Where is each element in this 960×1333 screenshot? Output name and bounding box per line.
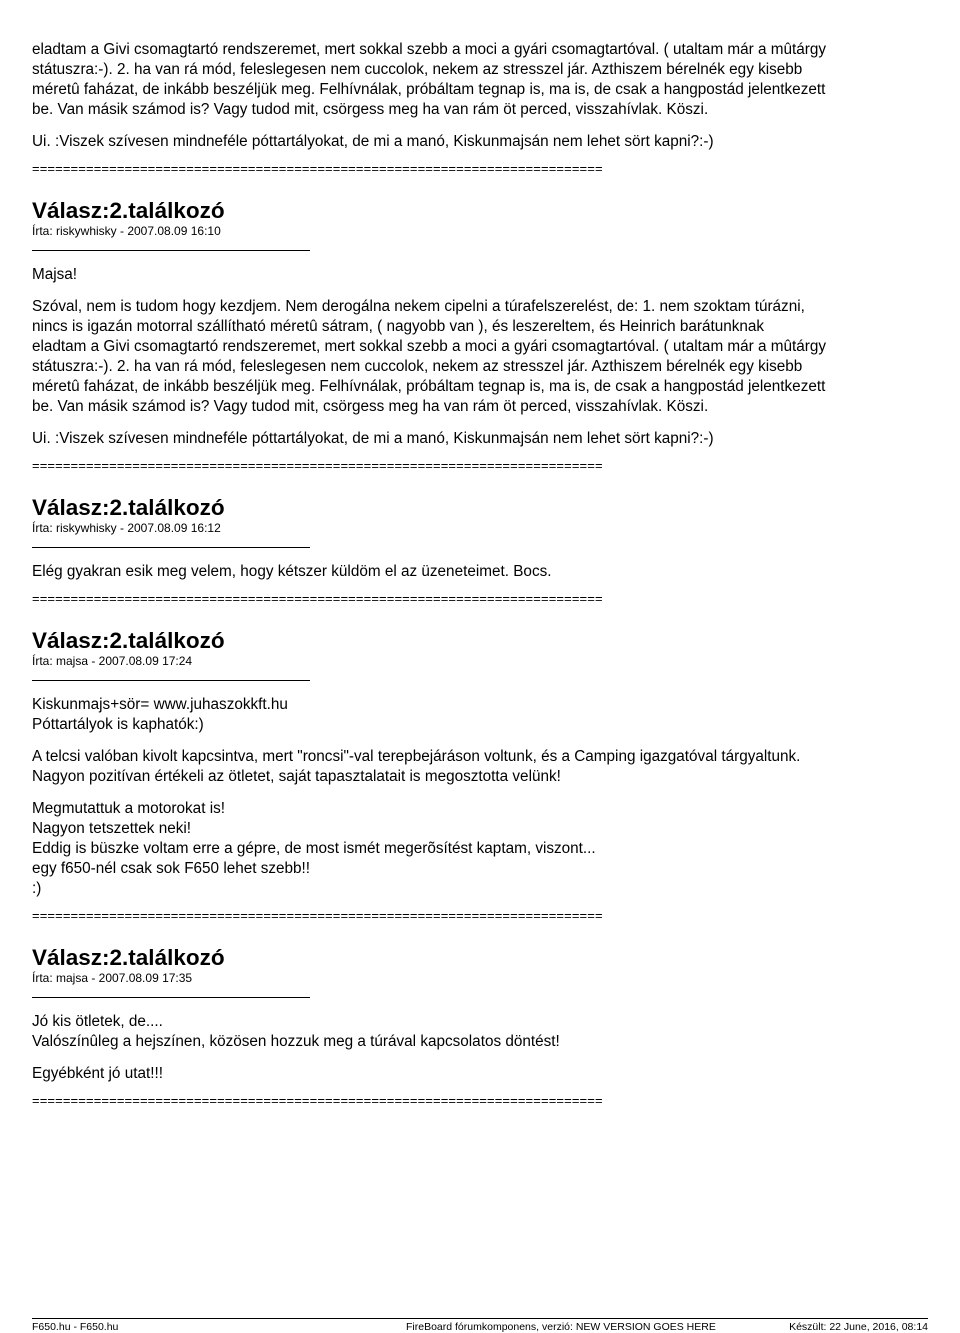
forum-post (32, 945, 932, 1108)
forum-thread-page (32, 40, 932, 1108)
post-title: Válasz:2.találkozó (32, 495, 225, 520)
post-author-date: Írta: majsa - 2007.08.09 17:35 (32, 971, 193, 985)
body-line: Eddig is büszke voltam erre a gépre, de most ismét megerõsítést kaptam, viszont... (32, 840, 596, 857)
body-line: státuszra:-). 2. ha van rá mód, feleslegesen nem cuccolok, nekem az stresszel jár. Azthiszem bérelnék egy kisebb (32, 358, 803, 375)
forum-post (32, 198, 932, 473)
post-title: Válasz:2.találkozó (32, 628, 225, 653)
body-line: Nagyon tetszettek neki! (32, 820, 192, 837)
forum-post (32, 628, 932, 923)
post-title: Válasz:2.találkozó (32, 198, 225, 223)
body-line: eladtam a Givi csomagtartó rendszeremet, mert sokkal szebb a moci a gyári csomagtartóval. ( utaltam már a mûtárgy (32, 41, 827, 58)
body-line: :) (32, 880, 42, 897)
body-line: Póttartályok is kaphatók:) (32, 716, 204, 733)
post-author-date: Írta: riskywhisky - 2007.08.09 16:12 (32, 521, 221, 535)
body-line: státuszra:-). 2. ha van rá mód, feleslegesen nem cuccolok, nekem az stresszel jár. Azthiszem bérelnék egy kisebb (32, 61, 803, 78)
body-line: be. Van másik számod is? Vagy tudod mit, csörgess meg ha van rám öt perced, visszahívlak. Köszi. (32, 101, 709, 118)
post-separator: ========================================================================== (32, 1093, 603, 1108)
body-line: Szóval, nem is tudom hogy kezdjem. Nem derogálna nekem cipelni a túrafelszerelést, de: 1. nem szoktam túrázni, (32, 298, 805, 315)
body-line: Jó kis ötletek, de.... (32, 1013, 163, 1030)
body-line: Nagyon pozitívan értékeli az ötletet, saját tapasztalatait is megosztotta velünk! (32, 768, 561, 785)
post-separator: ========================================================================== (32, 908, 603, 923)
forum-post (32, 495, 932, 606)
post-header-divider (32, 547, 310, 548)
body-line: Elég gyakran esik meg velem, hogy kétszer küldöm el az üzeneteimet. Bocs. (32, 563, 552, 580)
page-footer (32, 1318, 928, 1333)
post-separator: ========================================================================== (32, 161, 603, 176)
body-line: méretû faházat, de inkább beszéljük meg. Felhívnálak, próbáltam tegnap is, ma is, de csak a hangpostád jelentkezett (32, 81, 826, 98)
footer-generated-date: Készült: 22 June, 2016, 08:14 (789, 1321, 928, 1333)
post-header-divider (32, 997, 310, 998)
previous-post-continuation (32, 40, 932, 176)
body-line: eladtam a Givi csomagtartó rendszeremet, mert sokkal szebb a moci a gyári csomagtartóval. ( utaltam már a mûtárgy (32, 338, 827, 355)
postscript-line: Ui. :Viszek szívesen mindneféle póttartályokat, de mi a manó, Kiskunmajsán nem lehet sört kapni?:-) (32, 133, 714, 150)
post-title: Válasz:2.találkozó (32, 945, 225, 970)
post-separator: ========================================================================== (32, 591, 603, 606)
body-line: A telcsi valóban kivolt kapcsintva, mert "roncsi"-val terepbejáráson voltunk, és a Camping igazgatóval tárgyaltunk. (32, 748, 801, 765)
postscript-line: Ui. :Viszek szívesen mindneféle póttartályokat, de mi a manó, Kiskunmajsán nem lehet sört kapni?:-) (32, 430, 714, 447)
body-line: Valószínûleg a hejszínen, közösen hozzuk meg a túrával kapcsolatos döntést! (32, 1033, 560, 1050)
post-author-date: Írta: majsa - 2007.08.09 17:24 (32, 654, 193, 668)
body-line: Kiskunmajs+sör= www.juhaszokkft.hu (32, 696, 288, 713)
post-author-date: Írta: riskywhisky - 2007.08.09 16:10 (32, 224, 221, 238)
post-separator: ========================================================================== (32, 458, 603, 473)
body-line: méretû faházat, de inkább beszéljük meg. Felhívnálak, próbáltam tegnap is, ma is, de csak a hangpostád jelentkezett (32, 378, 826, 395)
footer-software: FireBoard fórumkomponens, verzió: NEW VERSION GOES HERE (406, 1321, 716, 1333)
body-line: be. Van másik számod is? Vagy tudod mit, csörgess meg ha van rám öt perced, visszahívlak. Köszi. (32, 398, 709, 415)
footer-site: F650.hu - F650.hu (32, 1321, 119, 1333)
body-line: egy f650-nél csak sok F650 lehet szebb!! (32, 860, 311, 877)
body-line: Egyébként jó utat!!! (32, 1065, 163, 1082)
post-header-divider (32, 250, 310, 251)
post-header-divider (32, 680, 310, 681)
body-line: nincs is igazán motorral szállítható méretû sátram, ( nagyobb van ), és leszereltem, és Heinrich barátunknak (32, 318, 765, 335)
body-line: Majsa! (32, 266, 78, 283)
body-line: Megmutattuk a motorokat is! (32, 800, 225, 817)
